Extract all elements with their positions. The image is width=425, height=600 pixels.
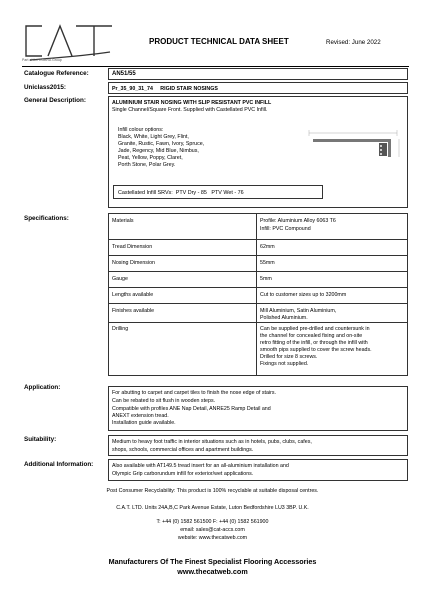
- email: email: sales@cat-accs.com: [180, 527, 245, 533]
- infill-line: Porth Stone, Polar Grey.: [118, 162, 176, 168]
- catalogue-box: [108, 68, 408, 80]
- spec-name-drilling: Drilling: [112, 326, 129, 332]
- uniclass-value: Pr_35_90_31_74 RIGID STAIR NOSINGS: [112, 85, 218, 92]
- additional-line: Also available with AT149.5 tread insert for an all-aluminium installation and: [112, 463, 289, 469]
- application-line: For abutting to carpet and carpet tiles to finish the nose edge of stairs.: [112, 390, 277, 396]
- suitability-line: Medium to heavy foot traffic in interior situations such as in hotels, pubs, clubs, cafes,: [112, 439, 312, 445]
- recyclability-note: Post Consumer Recyclability: This product is 100% recyclable at suitable disposal centres.: [106, 488, 319, 494]
- srv-text: Castellated Infill SRVs: PTV Dry - 85 PTV Wet - 76: [118, 189, 244, 196]
- application-line: Can be rebated to sit flush in wooden steps.: [112, 398, 216, 404]
- suitability-box: [108, 435, 408, 456]
- spec-value-lengths: Cut to customer sizes up to 3200mm: [260, 292, 347, 298]
- application-line: Compatible with profiles ANE Nap Detail, ANRE25 Ramp Detail and: [112, 406, 271, 412]
- general-subtitle: Single Channel/Square Front. Supplied with Castellated PVC Infill.: [112, 107, 268, 113]
- uniclass-label: Uniclass2015:: [24, 84, 67, 91]
- spec-value-nosing: 55mm: [260, 260, 275, 266]
- profile-drawing: [299, 127, 403, 163]
- general-title: ALUMINIUM STAIR NOSING WITH SLIP RESISTANT PVC INFILL: [112, 100, 272, 106]
- suitability-line: shops, schools, commercial offices and apartment buildings.: [112, 447, 254, 453]
- header-rule: [22, 66, 409, 67]
- spec-value-finishes: Mill Aluminium, Satin Aluminium,: [260, 308, 337, 314]
- spec-value-drilling: Drilled for size 8 screws.: [260, 354, 318, 360]
- website: website: www.thecatweb.com: [177, 535, 248, 541]
- infill-heading: Infill colour options:: [118, 127, 164, 133]
- row-divider: [109, 303, 408, 304]
- spec-name-lengths: Lengths available: [112, 292, 154, 298]
- infill-line: Jade, Regency, Mid Blue, Nimbus,: [118, 148, 199, 154]
- suitability-label: Suitability:: [24, 436, 57, 443]
- uniclass-box: [108, 82, 408, 94]
- spec-name-gauge: Gauge: [112, 276, 128, 282]
- row-divider: [109, 287, 408, 288]
- spec-name-finishes: Finishes available: [112, 308, 155, 314]
- row-divider: [109, 239, 408, 240]
- spec-value-materials: Profile: Aluminium Alloy 6063 T6: [260, 218, 336, 224]
- spec-value-drilling: Fixings not supplied.: [260, 361, 309, 367]
- spec-name-nosing: Nosing Dimension: [112, 260, 155, 266]
- application-line: Installation guide available.: [112, 420, 176, 426]
- row-divider: [109, 322, 408, 323]
- infill-line: Peat, Yellow, Poppy, Claret,: [118, 155, 183, 161]
- row-divider: [109, 255, 408, 256]
- spec-value-drilling: Can be supplied pre-drilled and countersunk in: [260, 326, 370, 332]
- tagline: Manufacturers Of The Finest Specialist Flooring Accessories: [108, 557, 317, 566]
- application-box: [108, 386, 408, 431]
- spec-name-tread: Tread Dimension: [112, 244, 153, 250]
- specifications-label: Specifications:: [24, 215, 69, 222]
- catalogue-value: AN51/55: [112, 71, 136, 77]
- general-label: General Description:: [24, 97, 86, 104]
- spec-value-drilling: retro fitting of the infill, or through the infill with: [260, 340, 368, 346]
- spec-name-materials: Materials: [112, 218, 134, 224]
- additional-label: Additional Information:: [24, 461, 94, 468]
- page-title: PRODUCT TECHNICAL DATA SHEET: [149, 37, 289, 46]
- additional-line: Olympic Grip carborundum infill for exterior/wet applications.: [112, 471, 254, 477]
- infill-line: Black, White, Light Grey, Flint,: [118, 134, 189, 140]
- specifications-table: [108, 213, 408, 376]
- logo-subtext: Part of the KOBRA Group: [22, 58, 62, 62]
- application-label: Application:: [24, 384, 61, 391]
- spec-value-materials: Infill: PVC Compound: [260, 226, 311, 232]
- spec-value-gauge: 5mm: [260, 276, 272, 282]
- row-divider: [109, 271, 408, 272]
- spec-value-drilling: smooth pips supplied to cover the screw heads.: [260, 347, 372, 353]
- spec-value-finishes: Polished Aluminium.: [260, 315, 308, 321]
- spec-value-drilling: the channel for concealed fixing and on-site: [260, 333, 363, 339]
- revised-date: Revised: June 2022: [326, 39, 381, 46]
- spec-value-tread: 62mm: [260, 244, 275, 250]
- catalogue-label: Catalogue Reference:: [24, 70, 89, 77]
- application-line: ANEXT extension tread.: [112, 413, 169, 419]
- phone-fax: T: +44 (0) 1582 561500 F: +44 (0) 1582 561900: [156, 519, 269, 525]
- additional-box: [108, 459, 408, 481]
- infill-line: Granite, Rustic, Fawn, Ivory, Spruce,: [118, 141, 205, 147]
- general-box: [108, 96, 408, 208]
- company-address: C.A.T. LTD. Units 24A,B,C Park Avenue Estate, Luton Bedfordshire LU3 3BP. U.K.: [116, 505, 309, 511]
- footer-url: www.thecatweb.com: [177, 567, 248, 576]
- srv-box: [113, 185, 323, 199]
